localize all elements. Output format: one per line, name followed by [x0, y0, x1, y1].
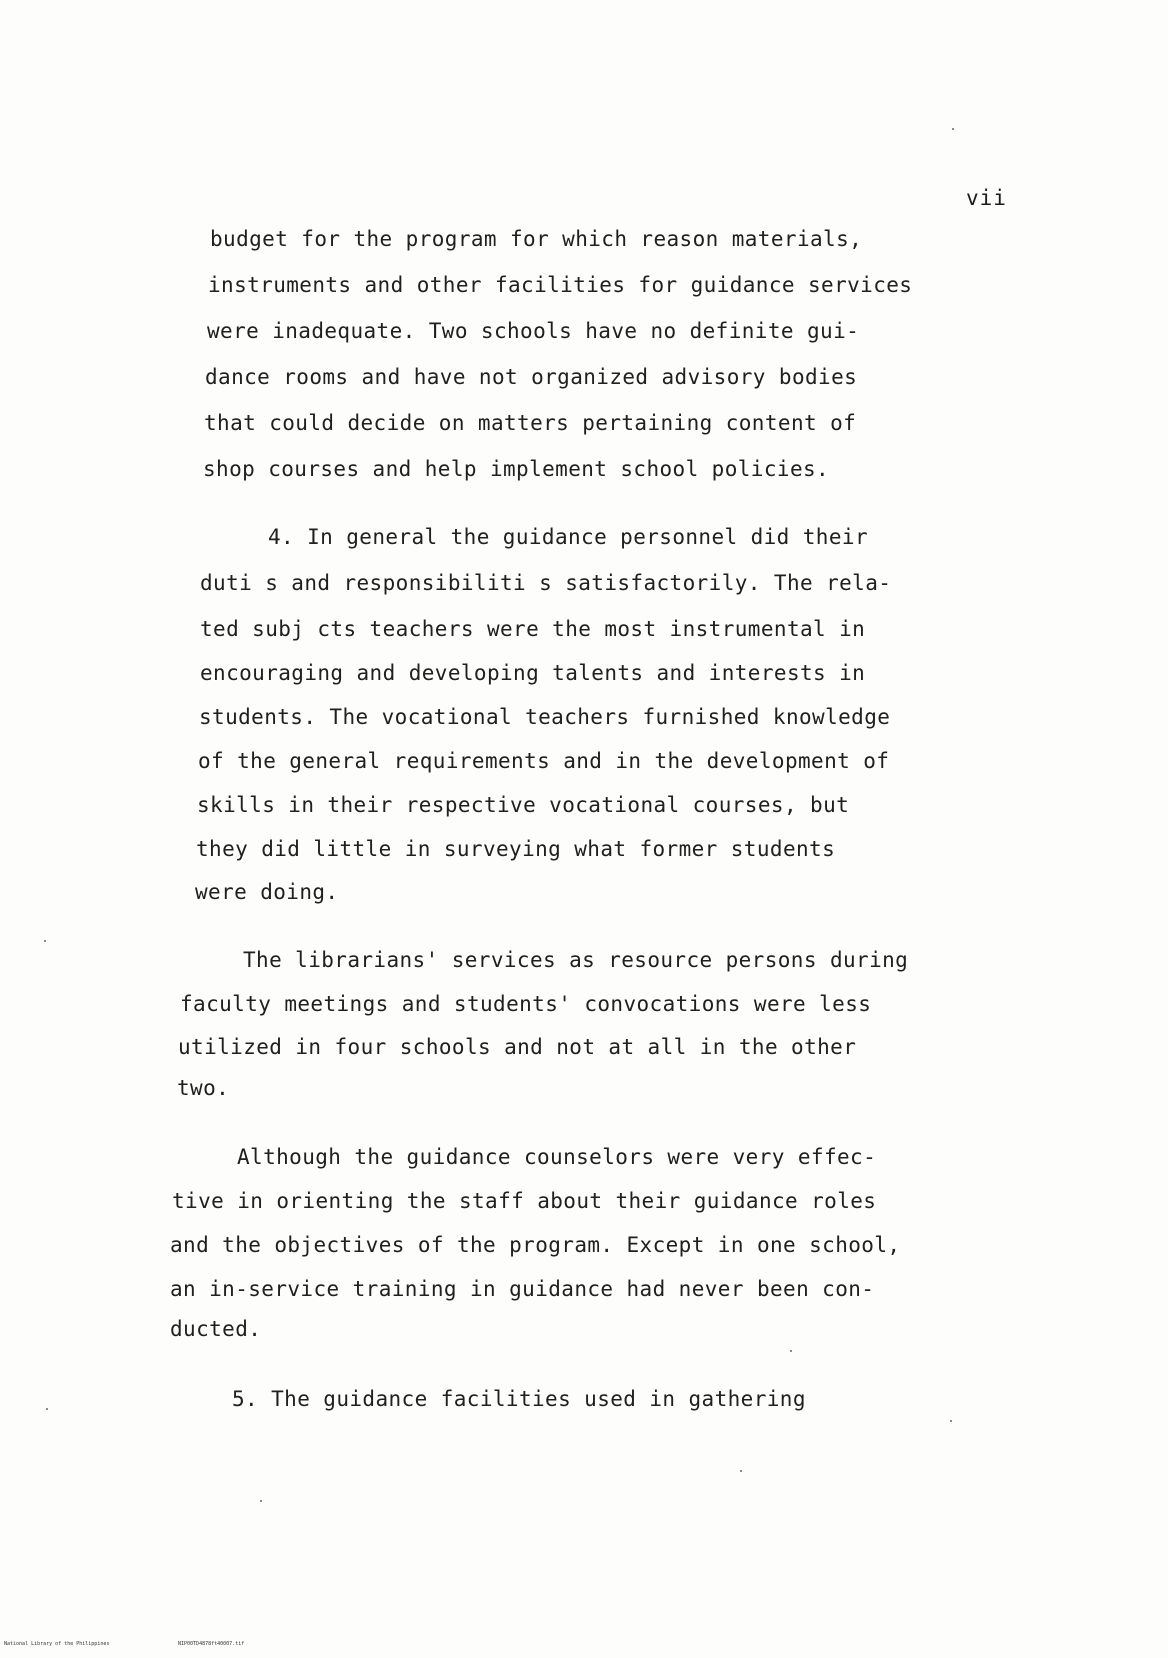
body-line: of the general requirements and in the development of: [198, 749, 890, 773]
body-line: and the objectives of the program. Except in one school,: [170, 1233, 901, 1257]
body-line: were inadequate. Two schools have no definite gui-: [207, 319, 860, 343]
body-line: 4. In general the guidance personnel did their: [268, 525, 868, 549]
body-line: two.: [177, 1076, 230, 1100]
body-line: ted subj cts teachers were the most instrumental in: [200, 617, 866, 641]
footer-filename: NIP00TD4878ft40007.tif: [178, 1641, 245, 1647]
body-line: an in-service training in guidance had never been con-: [170, 1277, 875, 1301]
body-line: skills in their respective vocational courses, but: [197, 793, 850, 817]
body-line: utilized in four schools and not at all in the other: [178, 1035, 857, 1059]
body-line: Although the guidance counselors were very effec-: [237, 1145, 877, 1169]
page-number: vii: [966, 186, 1007, 210]
body-line: encouraging and developing talents and interests in: [200, 661, 866, 685]
body-line: The librarians' services as resource persons during: [243, 948, 909, 972]
scan-speck: [46, 1408, 48, 1410]
footer-source: National Library of the Philippines: [4, 1641, 110, 1647]
scan-speck: [952, 128, 954, 130]
body-line: ducted.: [170, 1317, 262, 1341]
scan-speck: [950, 1420, 952, 1422]
body-line: dance rooms and have not organized advisory bodies: [205, 365, 858, 389]
scan-speck: [740, 1470, 742, 1472]
body-line: budget for the program for which reason materials,: [210, 227, 863, 251]
body-line: students. The vocational teachers furnished knowledge: [199, 705, 891, 729]
body-line: instruments and other facilities for guidance services: [208, 273, 913, 297]
body-line: tive in orienting the staff about their guidance roles: [172, 1189, 877, 1213]
body-line: that could decide on matters pertaining content of: [204, 411, 857, 435]
body-line: were doing.: [195, 880, 339, 904]
scan-speck: [260, 1500, 262, 1502]
scan-speck: [44, 940, 46, 942]
body-line: faculty meetings and students' convocations were less: [180, 992, 872, 1016]
body-line: duti s and responsibiliti s satisfactorily. The rela-: [200, 571, 892, 595]
body-line: 5. The guidance facilities used in gathering: [232, 1387, 806, 1411]
body-line: shop courses and help implement school policies.: [203, 457, 830, 481]
scan-speck: [790, 1350, 792, 1352]
body-line: they did little in surveying what former students: [196, 837, 836, 861]
